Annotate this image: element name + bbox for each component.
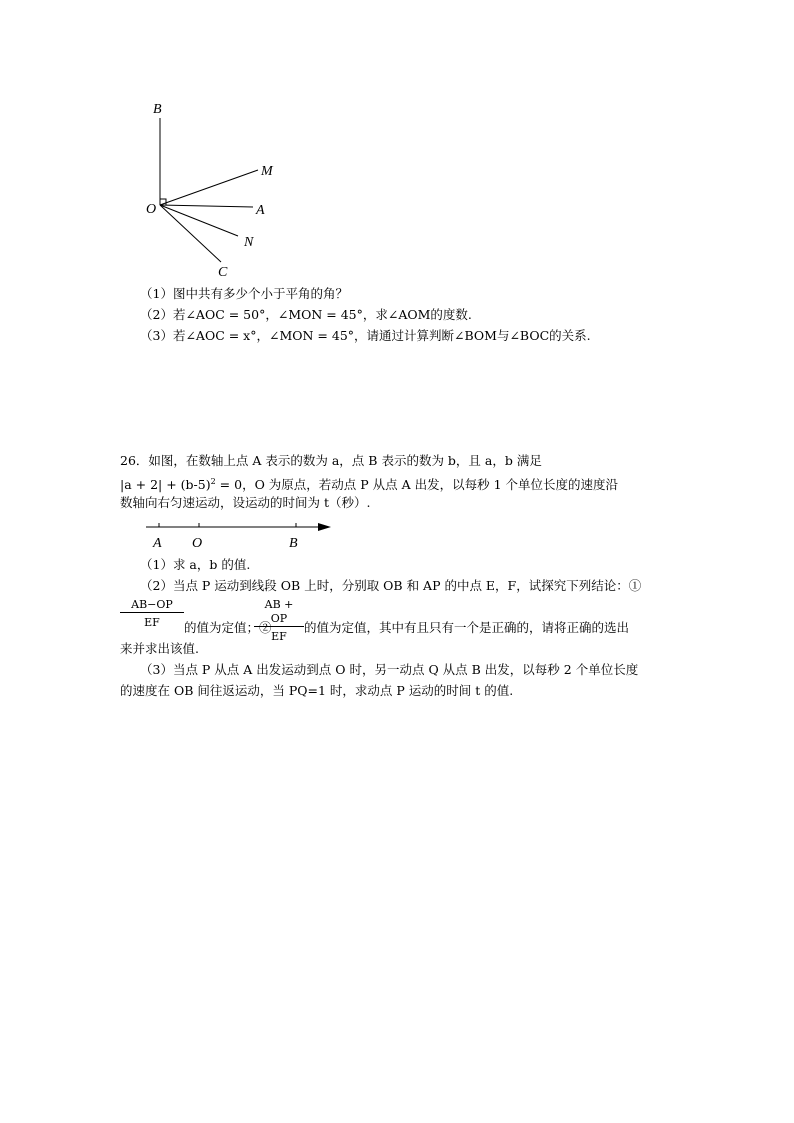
fraction-2-numerator: AB + OP bbox=[264, 598, 294, 625]
q26-exponent: 2 bbox=[210, 477, 216, 486]
q25-part2: （2）若∠AOC = 50°，∠MON = 45°，求∠AOM的度数. bbox=[140, 307, 472, 322]
q26-part2-mid: 的值为定值；② bbox=[184, 620, 272, 635]
angle-figure bbox=[0, 0, 794, 300]
q26-line3: 数轴向右匀速运动，设运动的时间为 t（秒）. bbox=[120, 495, 371, 510]
label-m: M bbox=[261, 164, 273, 179]
axis-arrow bbox=[318, 523, 331, 531]
q26-line2-text: = 0，O 为原点，若动点 P 从点 A 出发，以每秒 1 个单位长度的速度沿 bbox=[215, 477, 619, 493]
q26-part2-line3: 来并求出该值. bbox=[120, 641, 199, 656]
label-n: N bbox=[244, 235, 254, 250]
q26-line2 bbox=[120, 474, 618, 493]
point-label-b: B bbox=[289, 536, 298, 551]
q26-part2-line1: （2）当点 P 运动到线段 OB 上时，分别取 OB 和 AP 的中点 E，F，试探究下列结论：① bbox=[140, 578, 642, 593]
q26-part3-line2: 的速度在 OB 间往返运动，当 PQ=1 时，求动点 P 运动的时间 t 的值. bbox=[120, 683, 514, 698]
label-o: O bbox=[146, 202, 157, 217]
q25-part3: （3）若∠AOC = x°，∠MON = 45°，请通过计算判断∠BOM与∠BOC的关系. bbox=[140, 328, 591, 343]
label-c: C bbox=[218, 265, 228, 280]
ray-on bbox=[160, 205, 238, 236]
point-label-a: A bbox=[153, 536, 162, 551]
fraction-2 bbox=[254, 598, 304, 644]
q26-condition: |a + 2| + (b-5) bbox=[120, 477, 211, 493]
ray-om bbox=[160, 170, 258, 205]
label-b: B bbox=[153, 102, 162, 117]
number-line bbox=[0, 510, 794, 570]
fraction-1 bbox=[120, 598, 184, 630]
fraction-2-denominator: EF bbox=[254, 626, 304, 644]
fraction-1-numerator: AB−OP bbox=[131, 598, 173, 611]
q26-part2-end: 的值为定值，其中有且只有一个是正确的，请将正确的选出 bbox=[304, 620, 630, 635]
label-a: A bbox=[256, 203, 265, 218]
point-label-o: O bbox=[192, 536, 203, 551]
ray-oa bbox=[160, 205, 253, 207]
q26-line1: 26．如图，在数轴上点 A 表示的数为 a，点 B 表示的数为 b，且 a，b 满足 bbox=[120, 453, 542, 468]
fraction-1-denominator: EF bbox=[120, 612, 184, 630]
q25-part1: （1）图中共有多少个小于平角的角？ bbox=[140, 286, 348, 301]
ray-oc bbox=[160, 205, 221, 262]
q26-part3-line1: （3）当点 P 从点 A 出发运动到点 O 时，另一动点 Q 从点 B 出发，以每秒 2 个单位长度 bbox=[140, 662, 639, 677]
q26-part1: （1）求 a，b 的值. bbox=[140, 557, 251, 572]
